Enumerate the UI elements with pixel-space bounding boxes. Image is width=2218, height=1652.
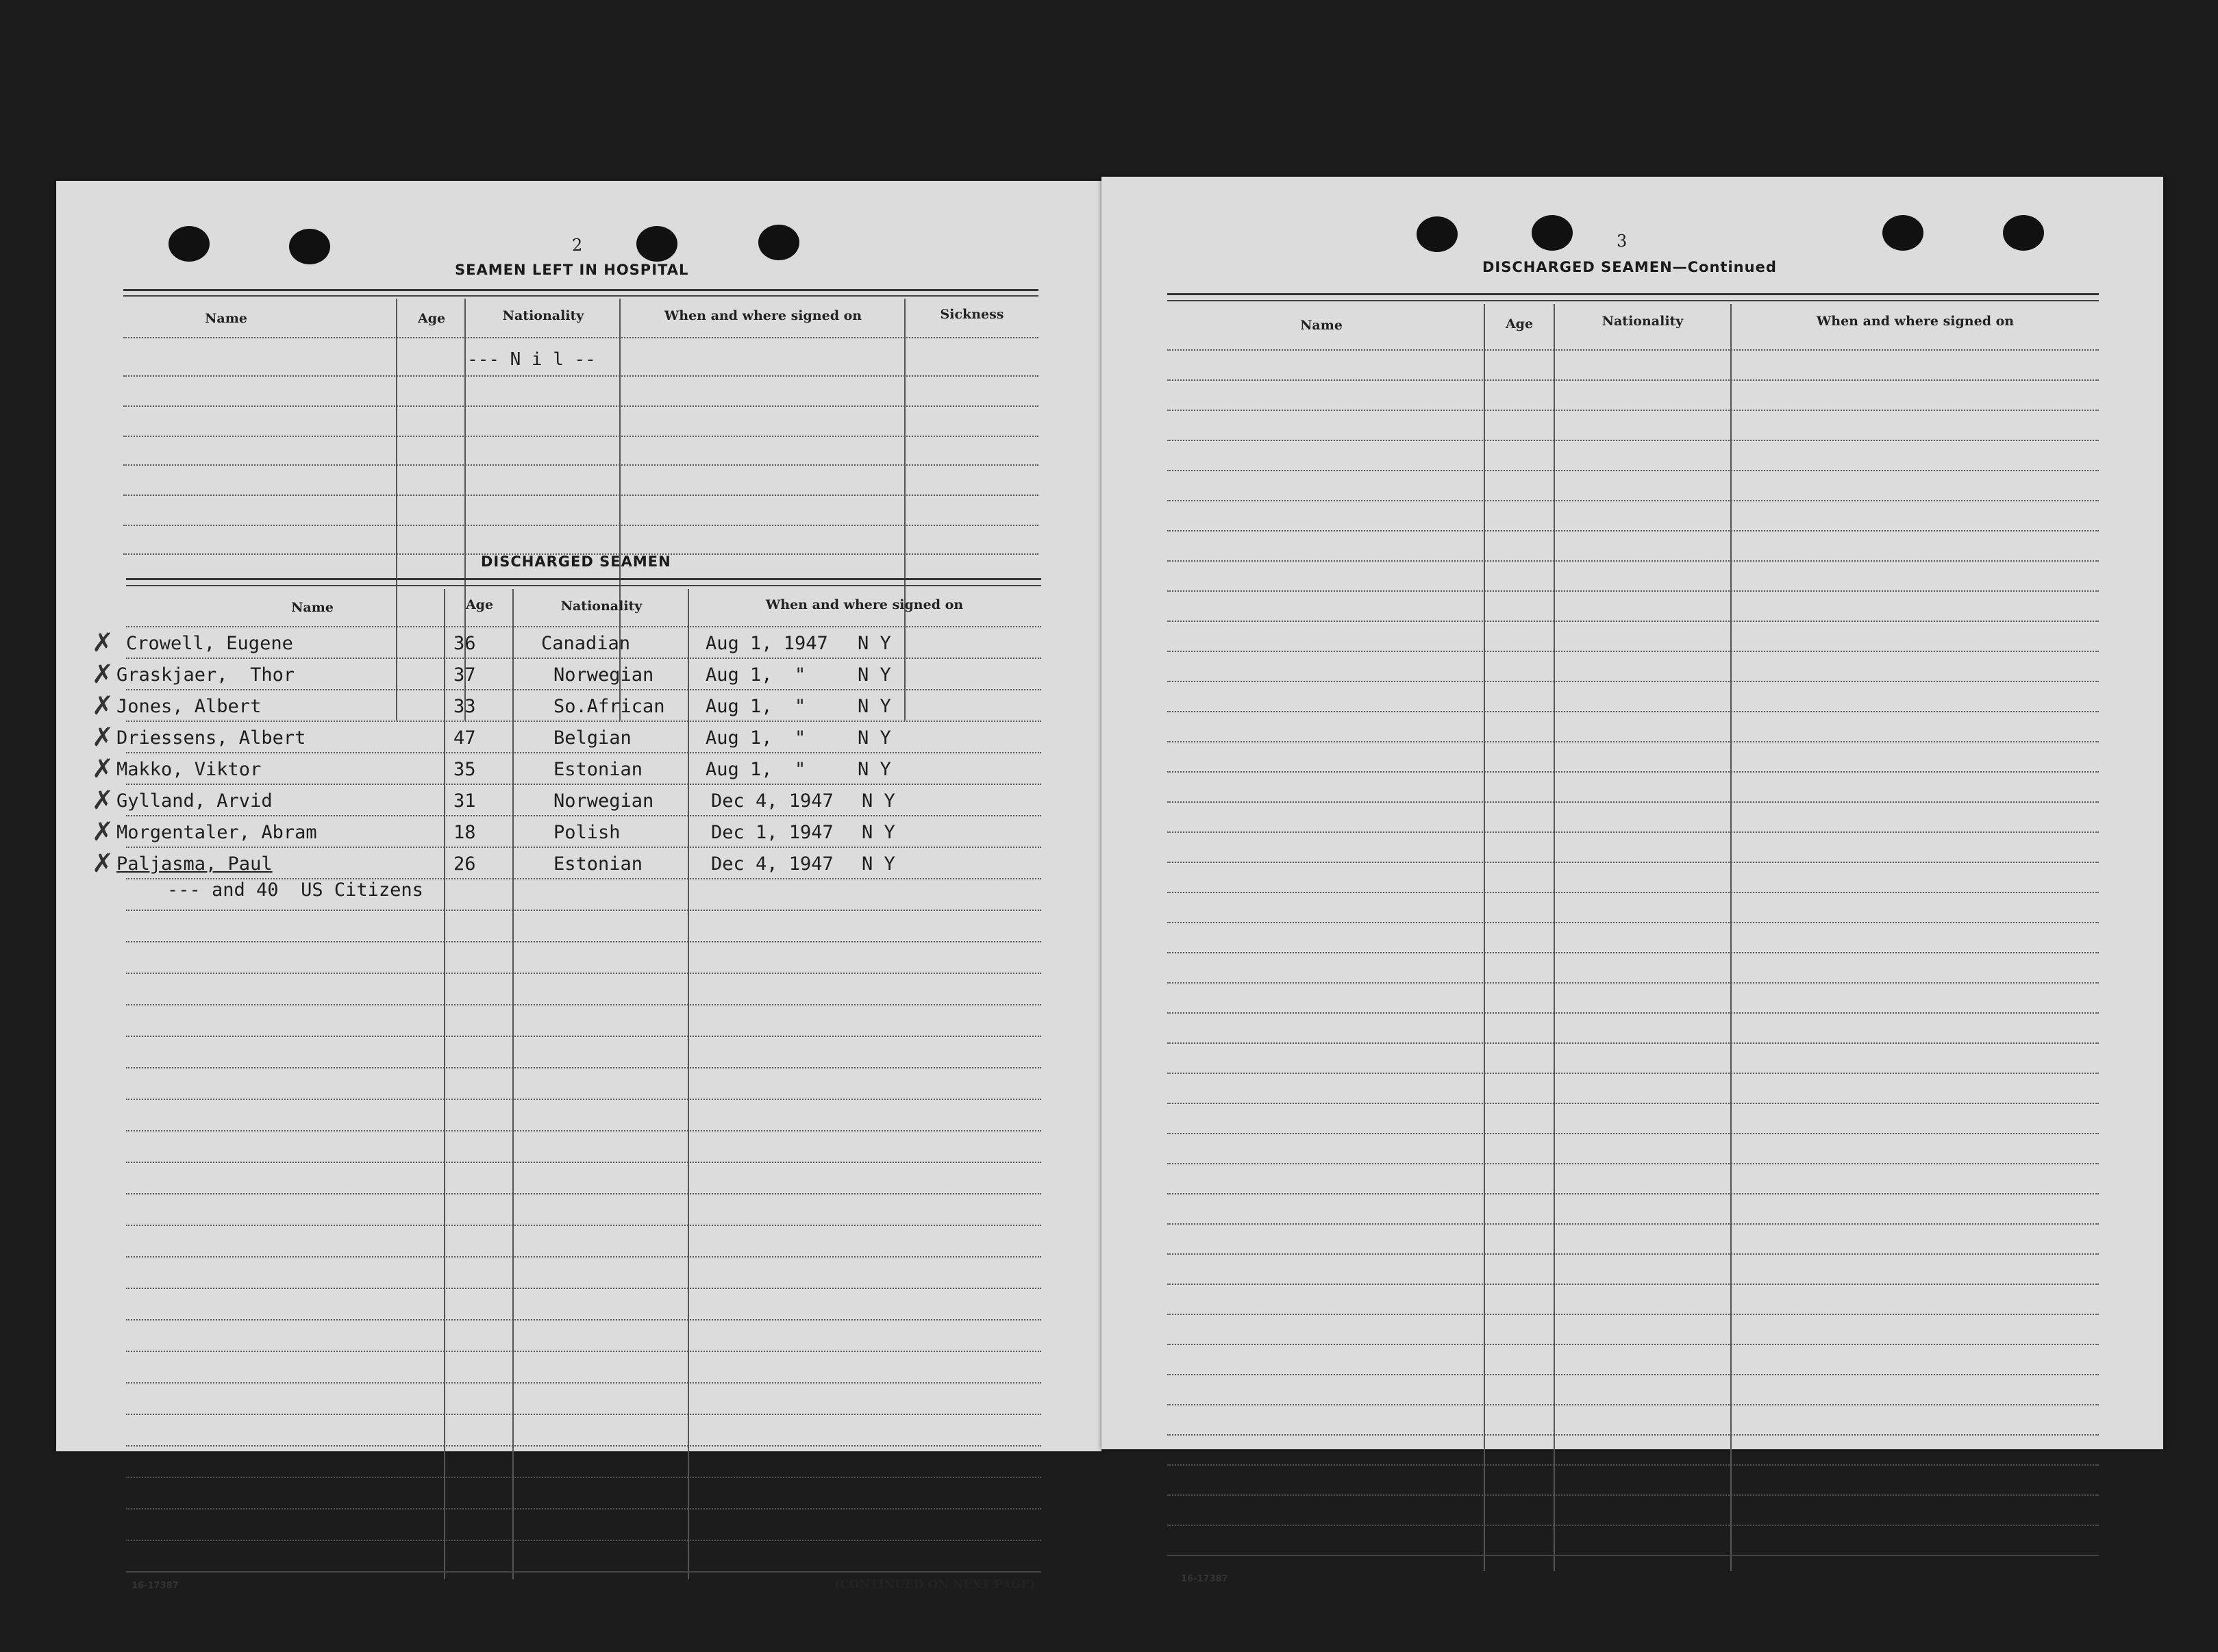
seaman-nationality: Estonian: [553, 759, 643, 780]
col-header-when-where: When and where signed on: [1816, 314, 2015, 329]
col-header-age: Age: [1505, 316, 1534, 331]
row-line: [126, 973, 1041, 974]
signed-on-place: N Y: [858, 727, 891, 749]
row-line: [123, 405, 1038, 407]
row-line: [1167, 440, 2099, 441]
row-line: [1167, 1223, 2099, 1225]
seaman-nationality: Norwegian: [553, 790, 654, 812]
seaman-age: 35: [453, 759, 476, 780]
row-line: [1167, 349, 2099, 351]
signed-on-place: N Y: [858, 633, 891, 654]
row-line: [1167, 1133, 2099, 1134]
col-divider: [512, 589, 514, 1579]
col-divider: [1484, 304, 1485, 1571]
seaman-nationality: Belgian: [553, 727, 632, 749]
row-line: [1167, 1464, 2099, 1466]
col-divider: [688, 589, 689, 1579]
row-line: [123, 337, 1038, 338]
row-line: [1167, 651, 2099, 652]
row-line: [126, 1445, 1041, 1447]
row-line: [1167, 1163, 2099, 1164]
row-line: [1167, 1073, 2099, 1074]
row-line: [1167, 560, 2099, 562]
row-line: [1167, 711, 2099, 712]
seaman-name: Graskjaer, Thor: [116, 664, 295, 686]
page-number: 3: [1617, 231, 1628, 251]
row-line: [126, 1099, 1041, 1100]
signed-on-date: Aug 1, ": [706, 759, 806, 780]
row-line: [123, 464, 1038, 466]
row-line: [126, 815, 1041, 816]
check-mark: ✗: [92, 722, 114, 752]
rule: [126, 1571, 1041, 1573]
row-line: [126, 1508, 1041, 1510]
row-line: [1167, 922, 2099, 923]
row-line: [126, 626, 1041, 627]
row-line: [1167, 801, 2099, 803]
row-line: [126, 847, 1041, 848]
signed-on-place: N Y: [858, 759, 891, 780]
signed-on-date: Dec 1, 1947: [711, 822, 834, 843]
rule: [123, 289, 1038, 291]
punch-hole: [1417, 216, 1458, 252]
col-header-sickness: Sickness: [940, 307, 1004, 322]
row-line: [126, 721, 1041, 722]
row-line: [126, 1004, 1041, 1005]
signed-on-place: N Y: [862, 822, 895, 843]
form-number: 16-17387: [132, 1581, 179, 1591]
hospital-title: SEAMEN LEFT IN HOSPITAL: [455, 262, 689, 278]
signed-on-place: N Y: [858, 664, 891, 686]
seaman-name: Jones, Albert: [116, 696, 262, 717]
row-line: [126, 1130, 1041, 1131]
row-line: [126, 1256, 1041, 1257]
continued-footer: (CONTINUED ON NEXT PAGE): [834, 1578, 1036, 1592]
col-header-name: Name: [291, 600, 334, 615]
row-line: [1167, 1434, 2099, 1436]
row-line: [126, 1540, 1041, 1541]
check-mark: ✗: [92, 690, 114, 721]
row-line: [126, 1319, 1041, 1321]
row-line: [126, 941, 1041, 942]
row-line: [126, 1036, 1041, 1037]
signed-on-place: N Y: [858, 696, 891, 717]
punch-hole: [636, 226, 677, 262]
discharged-continued-title: DISCHARGED SEAMEN—Continued: [1482, 259, 1777, 275]
form-number: 16-17387: [1181, 1574, 1228, 1584]
seaman-age: 31: [453, 790, 476, 812]
signed-on-date: Dec 4, 1947: [711, 790, 834, 812]
signed-on-date: Aug 1, ": [706, 664, 806, 686]
row-line: [1167, 621, 2099, 622]
row-line: [1167, 741, 2099, 742]
col-header-age: Age: [417, 311, 446, 326]
row-line: [1167, 1284, 2099, 1285]
page-number: 2: [572, 236, 583, 255]
row-line: [126, 1225, 1041, 1226]
seaman-nationality: Canadian: [541, 633, 631, 654]
row-line: [1167, 831, 2099, 833]
row-line: [1167, 1344, 2099, 1345]
col-header-when-where: When and where signed on: [765, 597, 964, 612]
col-header-when-where: When and where signed on: [664, 308, 862, 323]
rule: [126, 578, 1041, 580]
row-line: [126, 658, 1041, 659]
row-line: [126, 1067, 1041, 1068]
rule: [126, 585, 1041, 586]
seaman-nationality: Estonian: [553, 853, 643, 875]
row-line: [126, 752, 1041, 753]
col-header-nationality: Nationality: [1602, 314, 1684, 329]
col-header-nationality: Nationality: [502, 308, 584, 323]
signed-on-date: Aug 1, ": [706, 727, 806, 749]
check-mark: ✗: [92, 816, 114, 847]
rule: [1167, 300, 2099, 301]
seaman-age: 18: [453, 822, 476, 843]
seaman-nationality: So.African: [553, 696, 665, 717]
us-citizens-note: --- and 40 US Citizens: [167, 879, 423, 901]
row-line: [1167, 379, 2099, 381]
rule: [1167, 293, 2099, 295]
row-line: [126, 1351, 1041, 1352]
row-line: [1167, 982, 2099, 984]
row-line: [126, 910, 1041, 911]
rule: [123, 295, 1038, 297]
signed-on-place: N Y: [862, 853, 895, 875]
row-line: [1167, 771, 2099, 773]
punch-hole: [1882, 215, 1923, 251]
signed-on-date: Dec 4, 1947: [711, 853, 834, 875]
punch-hole: [758, 225, 799, 260]
row-line: [1167, 1494, 2099, 1496]
row-line: [1167, 862, 2099, 863]
seaman-name: Crowell, Eugene: [126, 633, 293, 654]
row-line: [1167, 1404, 2099, 1405]
row-line: [123, 436, 1038, 437]
hospital-nil-entry: --- N i l --: [467, 349, 596, 370]
check-mark: ✗: [92, 753, 114, 784]
row-line: [1167, 590, 2099, 592]
col-header-name: Name: [1300, 318, 1343, 333]
discharged-title: DISCHARGED SEAMEN: [481, 553, 671, 570]
seaman-name: Driessens, Albert: [116, 727, 306, 749]
row-line: [1167, 500, 2099, 501]
signed-on-place: N Y: [862, 790, 895, 812]
signed-on-date: Aug 1, ": [706, 696, 806, 717]
seaman-name: Gylland, Arvid: [116, 790, 273, 812]
row-line: [1167, 892, 2099, 893]
row-line: [1167, 952, 2099, 953]
row-line: [123, 525, 1038, 526]
seaman-name: Morgentaler, Abram: [116, 822, 317, 843]
row-line: [1167, 470, 2099, 471]
seaman-nationality: Norwegian: [553, 664, 654, 686]
row-line: [1167, 410, 2099, 411]
row-line: [126, 1414, 1041, 1415]
row-line: [1167, 1193, 2099, 1194]
col-divider: [1730, 304, 1732, 1571]
row-line: [126, 1382, 1041, 1384]
row-line: [123, 495, 1038, 496]
seaman-age: 26: [453, 853, 476, 875]
right-page: [1101, 177, 2163, 1584]
punch-hole: [1532, 215, 1573, 251]
row-line: [1167, 1103, 2099, 1104]
left-page: [56, 181, 1101, 1592]
row-line: [126, 1193, 1041, 1194]
signed-on-date: Aug 1, 1947: [706, 633, 828, 654]
row-line: [126, 1477, 1041, 1478]
row-line: [1167, 530, 2099, 531]
row-line: [126, 784, 1041, 785]
row-line: [1167, 1012, 2099, 1014]
col-divider: [1554, 304, 1555, 1571]
check-mark: ✗: [92, 627, 114, 658]
col-header-name: Name: [205, 311, 247, 326]
seaman-age: 36: [453, 633, 476, 654]
rule: [1167, 1555, 2099, 1556]
seaman-nationality: Polish: [553, 822, 621, 843]
seaman-name: Makko, Viktor: [116, 759, 262, 780]
row-line: [126, 689, 1041, 690]
col-divider: [444, 589, 445, 1579]
col-header-age: Age: [465, 597, 494, 612]
row-line: [1167, 1374, 2099, 1375]
punch-hole: [169, 226, 210, 262]
row-line: [1167, 681, 2099, 682]
seaman-age: 47: [453, 727, 476, 749]
check-mark: ✗: [92, 848, 114, 878]
row-line: [1167, 1253, 2099, 1255]
row-line: [1167, 1042, 2099, 1044]
row-line: [126, 1288, 1041, 1289]
punch-hole: [2003, 215, 2044, 251]
seaman-age: 33: [453, 696, 476, 717]
seaman-name: Paljasma, Paul: [116, 853, 273, 875]
seaman-age: 37: [453, 664, 476, 686]
punch-hole: [289, 229, 330, 264]
row-line: [126, 1162, 1041, 1163]
check-mark: ✗: [92, 785, 114, 815]
col-header-nationality: Nationality: [560, 599, 643, 614]
row-line: [1167, 1525, 2099, 1526]
check-mark: ✗: [92, 659, 114, 689]
row-line: [1167, 1314, 2099, 1315]
row-line: [123, 375, 1038, 377]
